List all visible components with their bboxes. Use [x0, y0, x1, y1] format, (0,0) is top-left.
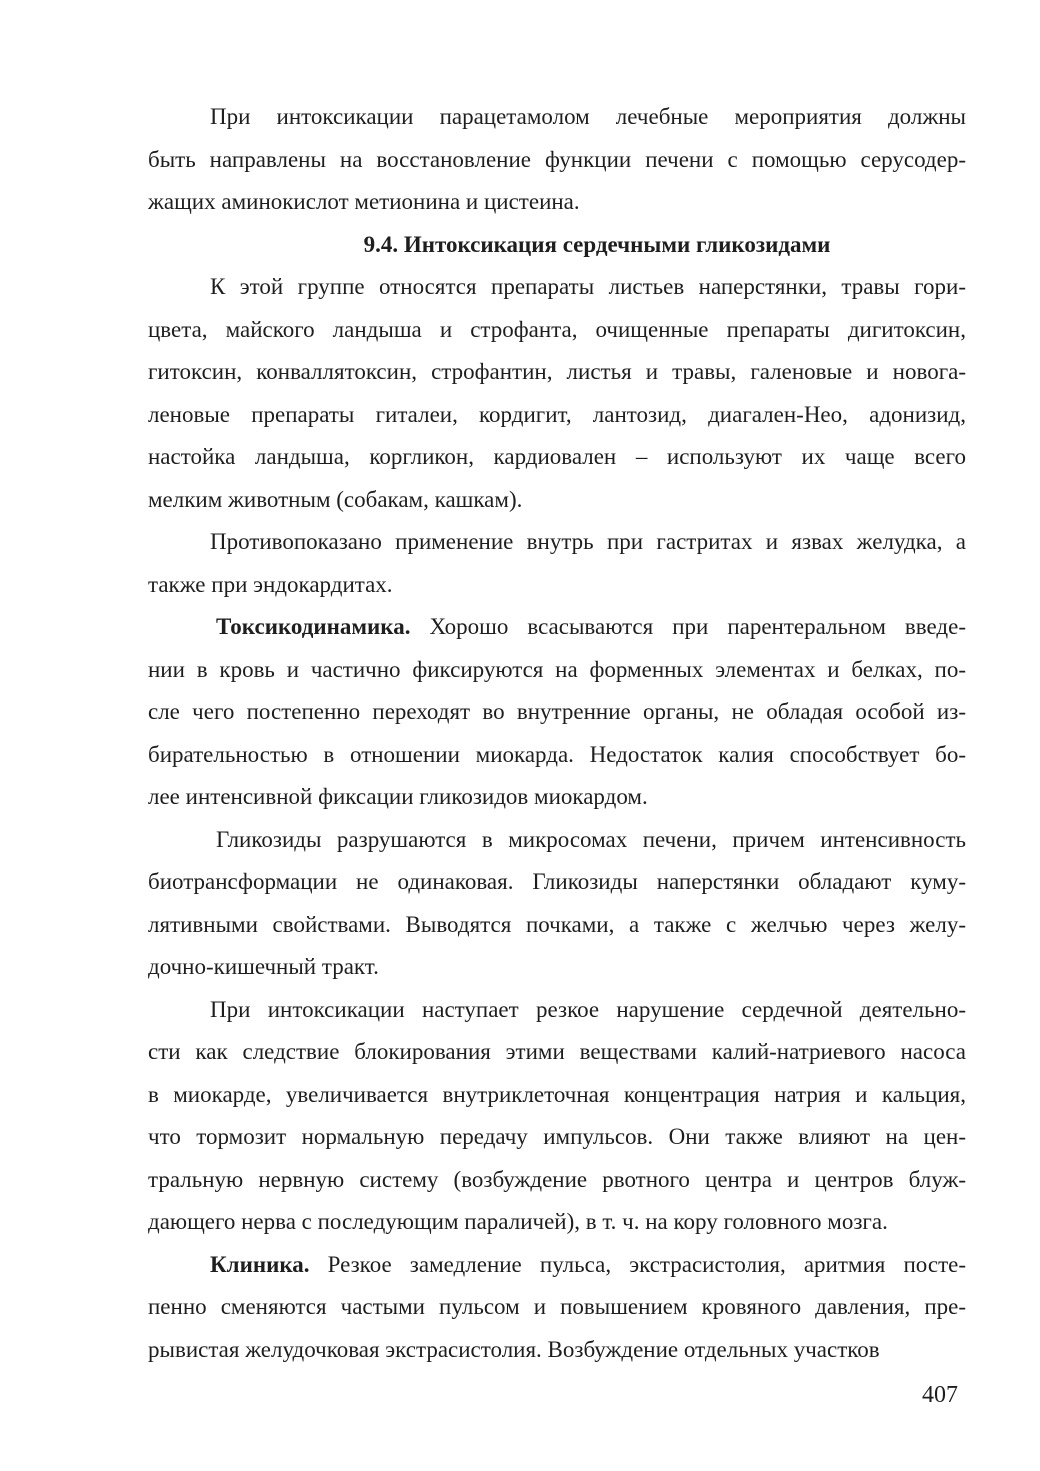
text-line: бирательностью в отношении миокарда. Недостаток калия способствует бо-	[148, 741, 966, 767]
text-line: сти как следствие блокирования этими веществами калий-натриевого насоса	[148, 1039, 966, 1064]
body-text	[148, 96, 966, 1371]
text-line: При интоксикации парацетамолом лечебные мероприятия должны	[210, 104, 966, 129]
text-line: Гликозиды разрушаются в микросомах печени, причем интенсивность	[216, 826, 966, 852]
page-number: 407	[922, 1382, 958, 1408]
text-line: Противопоказано применение внутрь при гастритах и язвах желудка, а	[210, 529, 966, 554]
text-line: гитоксин, конваллятоксин, строфантин, листья и травы, галеновые и новога-	[148, 359, 966, 384]
text-line: нии в кровь и частично фиксируются на форменных элементах и белках, по-	[148, 656, 966, 682]
paragraph	[148, 819, 966, 989]
text-line: лее интенсивной фиксации гликозидов миокардом.	[148, 784, 648, 809]
text-run: Резкое замедление пульса, экстрасистолия, аритмия посте-	[309, 1251, 966, 1277]
text-line: леновые препараты гиталеи, кордигит, лантозид, диагален-Нео, адонизид,	[148, 401, 966, 427]
bold-lead-term: Клиника.	[210, 1251, 310, 1277]
paragraph	[148, 266, 966, 521]
section-heading: 9.4. Интоксикация сердечными гликозидами	[363, 231, 831, 257]
text-line: дающего нерва с последующим параличей), в т. ч. на кору головного мозга.	[148, 1209, 888, 1234]
text-line: в миокарде, увеличивается внутриклеточная концентрация натрия и кальция,	[148, 1081, 966, 1107]
text-line: дочно-кишечный тракт.	[148, 954, 379, 979]
text-line: жащих аминокислот метионина и цистеина.	[148, 189, 580, 214]
paragraph	[148, 521, 966, 606]
text-run: Хорошо всасываются при парентеральном введе-	[410, 614, 966, 639]
text-line: тральную нервную систему (возбуждение рвотного центра и центров блуж-	[148, 1166, 966, 1192]
text-line: быть направлены на восстановление функции печени с помощью серусодер-	[148, 146, 966, 172]
bold-lead-term: Токсикодинамика.	[216, 614, 411, 639]
text-line: что тормозит нормальную передачу импульсов. Они также влияют на цен-	[148, 1124, 966, 1149]
paragraph	[148, 989, 966, 1244]
text-line: цвета, майского ландыша и строфанта, очищенные препараты дигитоксин,	[148, 316, 966, 342]
text-line: сле чего постепенно переходят во внутренние органы, не обладая особой из-	[148, 699, 966, 724]
text-line: мелким животным (собакам, кашкам).	[148, 486, 523, 512]
text-line: также при эндокардитах.	[148, 571, 393, 597]
text-line: настойка ландыша, коргликон, кардиовален – используют их чаще всего	[148, 444, 966, 469]
text-line	[148, 606, 966, 649]
paragraph	[148, 606, 966, 819]
text-line: пенно сменяются частыми пульсом и повышением кровяного давления, пре-	[148, 1294, 966, 1319]
text-line: биотрансформации не одинаковая. Гликозиды наперстянки обладают куму-	[148, 869, 966, 894]
text-line: При интоксикации наступает резкое нарушение сердечной деятельно-	[210, 996, 966, 1022]
text-line: лятивными свойствами. Выводятся почками, а также с желчью через желу-	[148, 911, 966, 937]
paragraph	[148, 96, 966, 224]
text-line: К этой группе относятся препараты листьев наперстянки, травы гори-	[210, 274, 966, 299]
text-line: рывистая желудочковая экстрасистолия. Возбуждение отдельных участков	[148, 1336, 880, 1362]
text-line	[148, 1244, 966, 1287]
paragraph	[148, 1244, 966, 1372]
